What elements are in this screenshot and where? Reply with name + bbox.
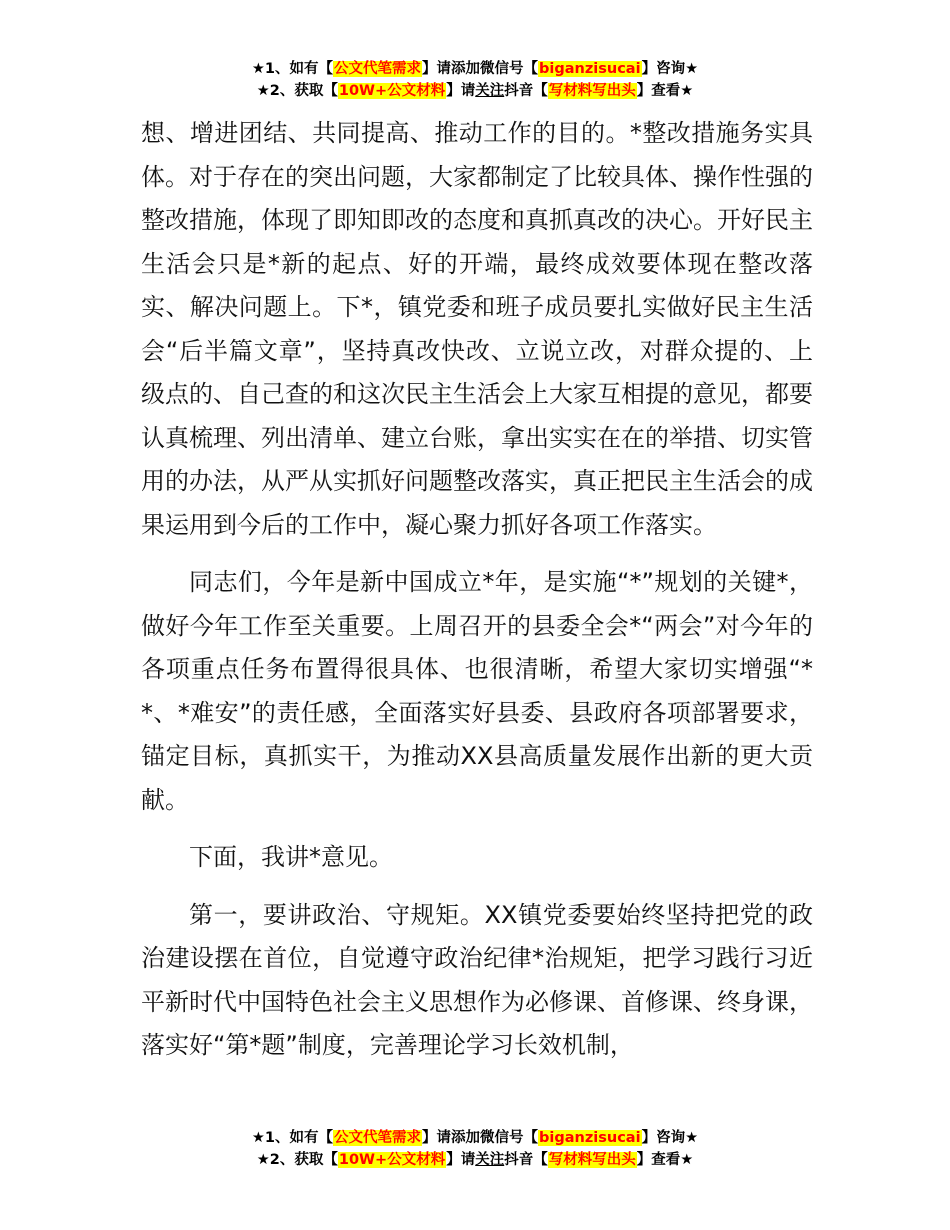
banner-text: 】查看★	[636, 83, 694, 99]
banner-highlight: 10W+公文材料	[338, 83, 446, 99]
body-paragraph: 同志们，今年是新中国成立*年，是实施“*”规划的关键*，做好今年工作至关重要。上周召开的县委全会*“两会”对今年的各项重点任务布置得很具体、也很清晰，希望大家切实增强“**、*难安”的责任感，全面落实好县委、县政府各项部署要求，锚定目标，真抓实干，为推动XX县高质量发展作出新的更大贡献。	[141, 568, 813, 814]
banner-text: 添加	[451, 61, 481, 77]
banner-line-2	[0, 80, 950, 102]
banner-highlight: 10W+公文材料	[338, 1152, 446, 1168]
body-paragraph: 第一，要讲政治、守规矩。XX镇党委要始终坚持把党的政治建设摆在首位，自觉遵守政治纪律*治规矩，把学习践行习近平新时代中国特色社会主义思想作为必修课、首修课、终身课，落实好“第*题”制度，完善理论学习长效机制，	[141, 900, 813, 1059]
banner-text: 添加	[451, 1130, 481, 1146]
banner-text: 】请	[446, 1152, 476, 1168]
banner-text: 】请	[446, 83, 476, 99]
banner-highlight: 公文代笔需求	[334, 61, 422, 77]
banner-highlight: 写材料写出头	[548, 1152, 636, 1168]
banner-line-1	[0, 58, 950, 80]
banner-highlight: biganzisucai	[539, 1130, 641, 1146]
banner-text: ★1、如有【	[251, 61, 334, 77]
banner-text: 关注	[475, 83, 505, 99]
banner-line-1	[0, 1127, 950, 1149]
banner-text: 】咨询★	[641, 1130, 699, 1146]
banner-line-2	[0, 1149, 950, 1171]
banner-text: 微信号【	[480, 61, 539, 77]
banner-text: 抖音【	[504, 1152, 548, 1168]
banner-text: 微信号【	[480, 1130, 539, 1146]
banner-text: 】请	[422, 61, 452, 77]
banner-text: 关注	[475, 1152, 505, 1168]
body-paragraph: 下面，我讲*意见。	[189, 843, 393, 871]
banner-text: ★1、如有【	[251, 1130, 334, 1146]
body-paragraph: 想、增进团结、共同提高、推动工作的目的。*整改措施务实具体。对于存在的突出问题，大家都制定了比较具体、操作性强的整改措施，体现了即知即改的态度和真抓真改的决心。开好民主生活会只是*新的起点、好的开端，最终成效要体现在整改落实、解决问题上。下*，镇党委和班子成员要扎实做好民主生活会“后半篇文章”，坚持真改快改、立说立改，对群众提的、上级点的、自己查的和这次民主生活会上大家互相提的意见，都要认真梳理、列出清单、建立台账，拿出实实在在的举措、切实管用的办法，从严从实抓好问题整改落实，真正把民主生活会的成果运用到今后的工作中，凝心聚力抓好各项工作落实。	[141, 119, 813, 539]
banner-text: ★2、获取【	[256, 83, 338, 99]
banner-text: 】咨询★	[641, 61, 699, 77]
banner-text: 抖音【	[504, 83, 548, 99]
banner-highlight: 写材料写出头	[548, 83, 636, 99]
banner-text: ★2、获取【	[256, 1152, 338, 1168]
banner-text: 】请	[422, 1130, 452, 1146]
banner-highlight: biganzisucai	[539, 61, 641, 77]
banner-text: 】查看★	[636, 1152, 694, 1168]
banner-highlight: 公文代笔需求	[334, 1130, 422, 1146]
document-body	[141, 112, 813, 1082]
footer-watermark-banner	[0, 1127, 950, 1171]
header-watermark-banner	[0, 58, 950, 102]
